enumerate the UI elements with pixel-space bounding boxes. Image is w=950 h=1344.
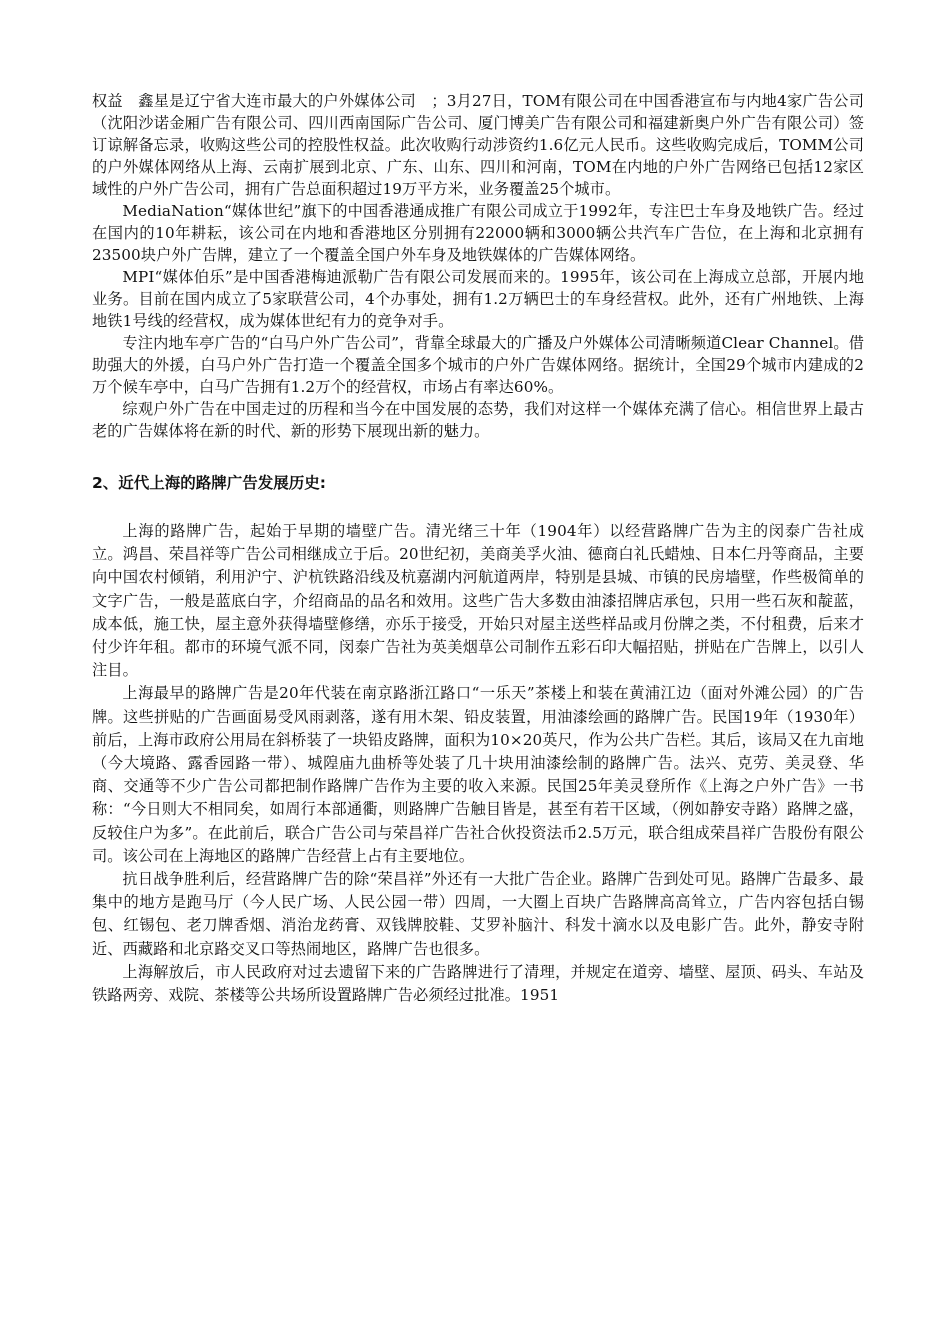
section-outdoor-media-companies: [92, 90, 864, 442]
paragraph-conclusion: 综观户外广告在中国走过的历程和当今在中国发展的态势，我们对这样一个媒体充满了信心。相信世界上最古老的广告媒体将在新的时代、新的形势下展现出新的魅力。: [92, 400, 864, 440]
paragraph-mpi: MPI“媒体伯乐”是中国香港梅迪派勒广告有限公司发展而来的。1995年，该公司在上海成立总部，开展内地业务。目前在国内成立了5家联营公司，4个办事处，拥有1.2万辆巴士的车身经营权。此外，还有广州地铁、上海地铁1号线的经营权，成为媒体世纪有力的竞争对手。: [92, 268, 864, 330]
paragraph-post-war: 抗日战争胜利后，经营路牌广告的除“荣昌祥”外还有一大批广告企业。路牌广告到处可见。路牌广告最多、最集中的地方是跑马厅（今人民广场、人民公园一带）四周，一大圈上百块广告路牌高高耸立，广告内容包括白锡包、红锡包、老刀牌香烟、消治龙药膏、双钱牌胶鞋、艾罗补脑汁、科发十滴水以及电影广告。此外，静安寺附近、西藏路和北京路交叉口等热闹地区，路牌广告也很多。: [92, 870, 864, 958]
paragraph-earliest-billboards: 上海最早的路牌广告是20年代装在南京路浙江路口“一乐天”茶楼上和装在黄浦江边（面对外滩公园）的广告牌。这些拼贴的广告画面易受风雨剥落，遂有用木架、铅皮装置，用油漆绘画的路牌广告。民国19年（1930年）前后，上海市政府公用局在斜桥装了一块铅皮路牌，面积为10×20英尺，作为公共广告栏。其后，该局又在九亩地（今大境路、露香园路一带）、城隍庙九曲桥等处装了几十块用油漆绘制的路牌广告。法兴、克劳、美灵登、华商、交通等不少广告公司都把制作路牌广告作为主要的收入来源。民国25年美灵登所作《上海之户外广告》一书称：“今日则大不相同矣，如周行本部通衢，则路牌广告触目皆是，甚至有若干区域，（例如静安寺路）路牌之盛，反较住户为多”。在此前后，联合广告公司与荣昌祥广告社合伙投资法币2.5万元，联合组成荣昌祥广告股份有限公司。该公司在上海地区的路牌广告经营上占有主要地位。: [92, 684, 864, 865]
paragraph-medianation: MediaNation“媒体世纪”旗下的中国香港通成推广有限公司成立于1992年，专注巴士车身及地铁广告。经过在国内的10年耕耘，该公司在内地和香港地区分别拥有22000辆和3000辆公共汽车广告位，在上海和北京拥有23500块户外广告牌，建立了一个覆盖全国户外车身及地铁媒体的广告媒体网络。: [92, 202, 864, 264]
paragraph-tom-acquisition: 权益 鑫星是辽宁省大连市最大的户外媒体公司 ；3月27日，TOM有限公司在中国香港宣布与内地4家广告公司（沈阳沙诺金厢广告有限公司、四川西南国际广告公司、厦门博美广告有限公司和福建新奥户外广告有限公司）签订谅解备忘录，收购这些公司的控股性权益。此次收购行动涉资约1.6亿元人民币。这些收购完成后，TOMM公司的户外媒体网络从上海、云南扩展到北京、广东、山东、四川和河南，TOM在内地的户外广告网络已包括12家区域性的户外广告公司，拥有广告总面积超过19万平方米，业务覆盖25个城市。: [92, 92, 864, 198]
paragraph-post-liberation: 上海解放后，市人民政府对过去遗留下来的广告路牌进行了清理，并规定在道旁、墙壁、屋顶、码头、车站及铁路两旁、戏院、茶楼等公共场所设置路牌广告必须经过批准。1951: [92, 962, 864, 1005]
document-page: [92, 90, 864, 1007]
section-shanghai-billboard-history: [92, 520, 864, 1007]
paragraph-clear-channel: 专注内地车亭广告的“白马户外广告公司”，背靠全球最大的广播及户外媒体公司清晰频道Clear Channel。借助强大的外援，白马户外广告打造一个覆盖全国多个城市的户外广告媒体网络。据统计，全国29个城市内建成的2万个候车亭中，白马广告拥有1.2万个的经营权，市场占有率达60%。: [92, 334, 864, 396]
paragraph-origins: 上海的路牌广告，起始于早期的墙壁广告。清光绪三十年（1904年）以经营路牌广告为主的闵泰广告社成立。鸿昌、荣昌祥等广告公司相继成立于后。20世纪初，美商美孚火油、德商白礼氏蜡烛、日本仁丹等商品，主要向中国农村倾销，利用沪宁、沪杭铁路沿线及杭嘉湖内河航道两岸，特别是县城、市镇的民房墙壁，作些极简单的文字广告，一般是蓝底白字，介绍商品的品名和效用。这些广告大多数由油漆招牌店承包，只用一些石灰和靛蓝，成本低，施工快，屋主意外获得墙壁修缮，亦乐于接受，开始只对屋主送些样品或月份牌之类，不付租费，后来才付少许年租。都市的环境气派不同，闵泰广告社为英美烟草公司制作五彩石印大幅招贴，拼贴在广告牌上，以引人注目。: [92, 522, 864, 680]
section-heading: 2、近代上海的路牌广告发展历史:: [92, 474, 326, 492]
